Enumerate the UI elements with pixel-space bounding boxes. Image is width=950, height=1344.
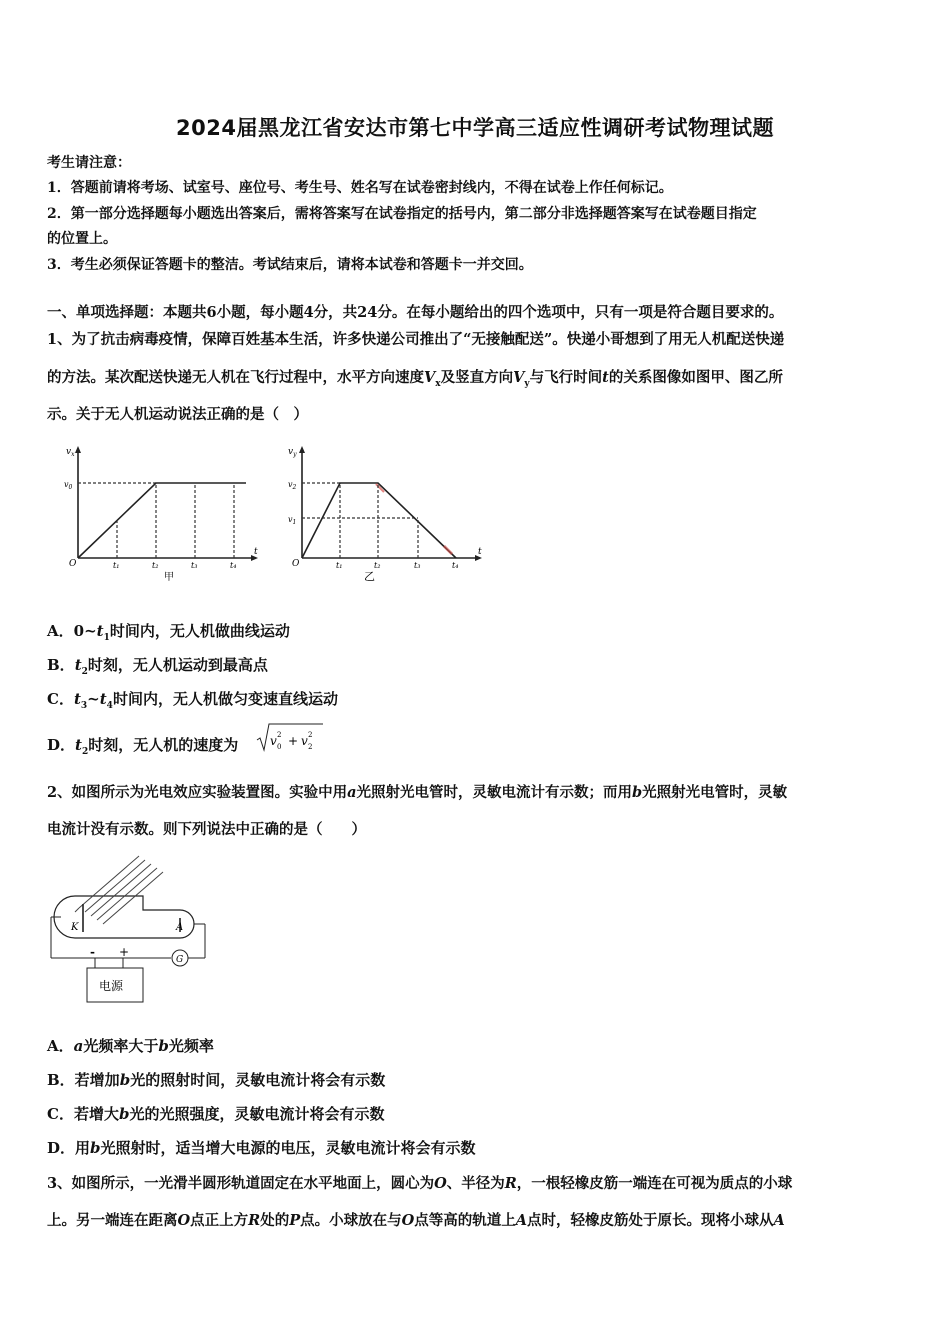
q2-option-c[interactable]: C．若增大b光的光照强度，灵敏电流计将会有示数 xyxy=(47,1105,385,1123)
tick-t2: t₂ xyxy=(152,561,159,570)
label-k: K xyxy=(71,922,79,933)
graph-vy-t xyxy=(280,440,490,585)
q3-line-2: 上。另一端连在距离O点正上方R处的P点。小球放在与O点等高的轨道上A点时，轻橡皮筋处于原长。现将小球从A xyxy=(47,1212,785,1229)
q3-line-1: 3、如图所示，一光滑半圆形轨道固定在水平地面上，圆心为O、半径为R，一根轻橡皮筋一端连在可视为质点的小球 xyxy=(47,1175,793,1192)
tick-t2: t₂ xyxy=(374,561,381,570)
svg-text:2: 2 xyxy=(308,731,313,739)
graph-caption: 甲 xyxy=(164,572,174,583)
svg-text:0: 0 xyxy=(277,743,282,751)
svg-text:2: 2 xyxy=(308,743,313,751)
sqrt-formula xyxy=(255,720,325,754)
q1-line-3: 示。关于无人机运动说法正确的是（ ） xyxy=(47,406,308,423)
vx-curve xyxy=(78,483,246,558)
t-axis-label: t xyxy=(254,547,258,557)
origin-label: O xyxy=(69,559,77,569)
y-axis-label: $v_y$ xyxy=(288,447,297,458)
svg-text:v: v xyxy=(301,734,308,748)
q2-line-1: 2、如图所示为光电效应实验装置图。实验中用a光照射光电管时，灵敏电流计有示数；而用b光照射光电管时，灵敏 xyxy=(47,784,788,801)
vy-curve xyxy=(302,483,456,558)
notice-heading: 考生请注意： xyxy=(47,155,131,171)
q1-line-2: 的方法。某次配送快递无人机在飞行过程中，水平方向速度$V_x$及竖直方向$V_y$与飞行时间t的关系图像如图甲、图乙所 xyxy=(47,369,783,389)
svg-text:G: G xyxy=(176,955,184,965)
v1-label: $v_1$ xyxy=(288,515,297,526)
q2-option-b[interactable]: B．若增加b光的照射时间，灵敏电流计将会有示数 xyxy=(47,1071,386,1089)
v0-label: $v_0$ xyxy=(64,480,73,491)
label-a: A xyxy=(176,922,184,933)
q1-option-b[interactable]: B．$t_2$时刻，无人机运动到最高点 xyxy=(47,656,268,677)
tick-t4: t₄ xyxy=(452,561,459,570)
page-title: 2024届黑龙江省安达市第七中学高三适应性调研考试物理试题 xyxy=(176,116,774,140)
tick-t1: t₁ xyxy=(113,561,120,570)
photoelectric-diagram xyxy=(45,848,215,1008)
tick-t3: t₃ xyxy=(414,561,421,570)
q2-option-d[interactable]: D．用b光照射时，适当增大电源的电压，灵敏电流计将会有示数 xyxy=(47,1139,476,1157)
notice-item-2: 2．第一部分选择题每小题选出答案后，需将答案写在试卷指定的括号内，第二部分非选择题答案写在试卷题目指定 xyxy=(47,206,757,222)
svg-text:+: + xyxy=(288,734,299,748)
t-axis-label: t xyxy=(478,547,482,557)
notice-item-3: 3．考生必须保证答题卡的整洁。考试结束后，请将本试卷和答题卡一并交回。 xyxy=(47,257,533,273)
q1-option-d[interactable]: D．$t_2$时刻，无人机的速度为 xyxy=(47,736,239,757)
notice-item-1: 1．答题前请将考场、试室号、座位号、考生号、姓名写在试卷密封线内，不得在试卷上作任何标记。 xyxy=(47,180,673,196)
graph-caption: 乙 xyxy=(364,570,375,583)
q1-option-c[interactable]: C．$t_3\sim t_4$时间内，无人机做匀变速直线运动 xyxy=(47,690,338,711)
minus-label: - xyxy=(90,945,95,959)
tick-t1: t₁ xyxy=(336,561,343,570)
origin-label: O xyxy=(292,559,300,569)
plus-label: + xyxy=(119,945,130,959)
svg-text:2: 2 xyxy=(277,731,282,739)
section-heading: 一、单项选择题：本题共6小题，每小题4分，共24分。在每小题给出的四个选项中，只有一项是符合题目要求的。 xyxy=(47,304,784,321)
tick-t4: t₄ xyxy=(230,561,237,570)
q2-option-a[interactable]: A．a光频率大于b光频率 xyxy=(47,1037,214,1055)
notice-item-2-cont: 的位置上。 xyxy=(47,231,117,247)
q1-line-1: 1、为了抗击病毒疫情，保障百姓基本生活，许多快递公司推出了“无接触配送”。快递小哥想到了用无人机配送快递 xyxy=(47,331,785,348)
q2-line-2: 电流计没有示数。则下列说法中正确的是（ ） xyxy=(47,821,366,838)
power-label: 电源 xyxy=(99,979,124,993)
v2-label: $v_2$ xyxy=(288,480,297,491)
svg-text:v: v xyxy=(270,734,277,748)
graph-vx-t xyxy=(60,440,260,585)
q1-option-a[interactable]: A．$0\sim t_1$时间内，无人机做曲线运动 xyxy=(47,622,290,643)
tick-t3: t₃ xyxy=(191,561,198,570)
y-axis-label: $v_x$ xyxy=(66,447,75,458)
